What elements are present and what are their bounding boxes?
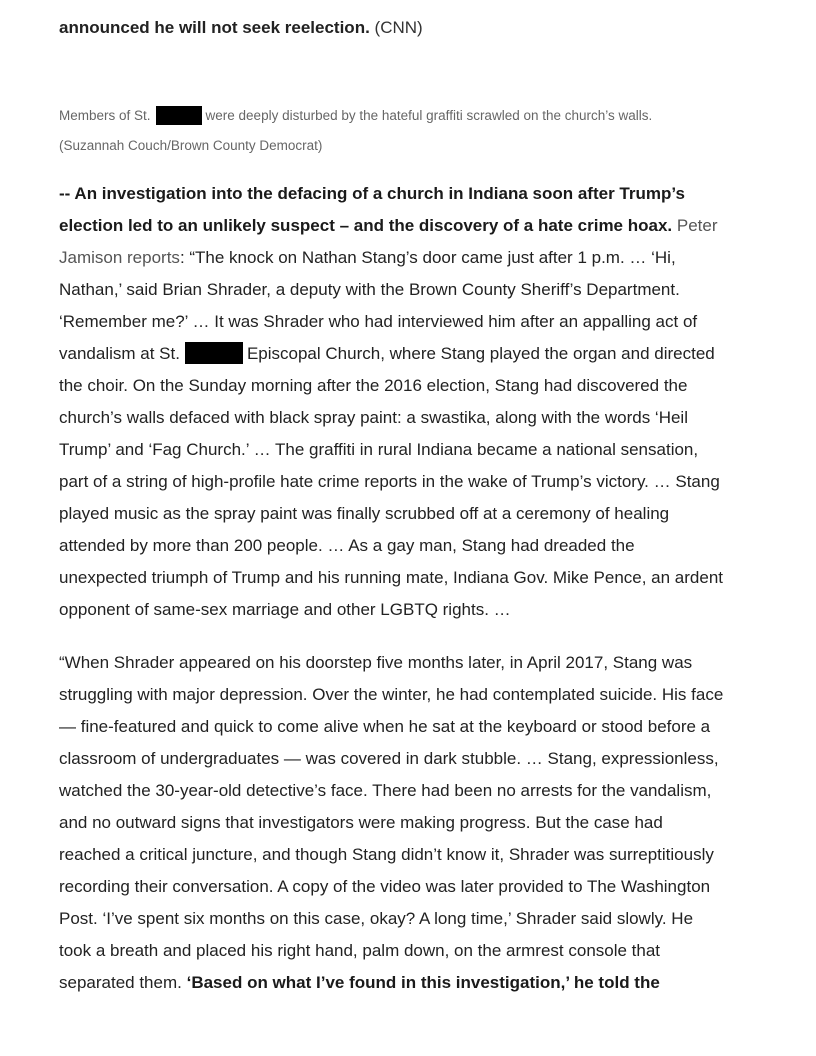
top-line-source: (CNN) — [374, 18, 423, 37]
para1-line: church’s walls defaced with black spray paint: a swastika, along with the words ‘Heil — [59, 408, 688, 427]
caption-credit: (Suzannah Couch/Brown County Democrat) — [59, 138, 323, 153]
author-link[interactable]: Peter — [676, 216, 718, 235]
para1-line: played music as the spray paint was finally scrubbed off at a ceremony of healing — [59, 504, 670, 523]
para2-line — [59, 967, 771, 999]
para2-bold-quote: ‘Based on what I’ve found in this investigation,’ he told the — [186, 973, 660, 992]
caption-line-1 — [59, 101, 771, 131]
para1-line — [59, 178, 771, 210]
para2-text: separated them. — [59, 973, 182, 992]
para1-line: Trump’ and ‘Fag Church.’ … The graffiti in rural Indiana became a national sensation, — [59, 440, 699, 459]
redaction-box — [156, 106, 202, 125]
para1-text: : “The knock on Nathan Stang’s door came just after 1 p.m. … ‘Hi, — [179, 248, 676, 267]
para1-line — [59, 242, 771, 274]
para1-line: attended by more than 200 people. … As a gay man, Stang had dreaded the — [59, 536, 635, 555]
para1-line: Nathan,’ said Brian Shrader, a deputy with the Brown County Sheriff’s Department. — [59, 280, 680, 299]
para1-line: opponent of same-sex marriage and other LGBTQ rights. … — [59, 600, 511, 619]
para2-line: classroom of undergraduates — was covered in dark stubble. … Stang, expressionless, — [59, 749, 719, 768]
para1-line: part of a string of high-profile hate crime reports in the wake of Trump’s victory. … Stang — [59, 472, 720, 491]
para1-headline-part2: election led to an unlikely suspect – and the discovery of a hate crime hoax. — [59, 216, 673, 235]
para1-line: ‘Remember me?’ … It was Shrader who had interviewed him after an appalling act of — [59, 312, 698, 331]
para2-line: and no outward signs that investigators were making progress. But the case had — [59, 813, 663, 832]
top-line-bold: announced he will not seek reelection. — [59, 18, 370, 37]
para2-line: watched the 30-year-old detective’s face. There had been no arrests for the vandalism, — [59, 781, 712, 800]
para1-line: the choir. On the Sunday morning after the 2016 election, Stang had discovered the — [59, 376, 688, 395]
para1-text: vandalism at St. — [59, 344, 180, 363]
paragraph-2 — [59, 647, 771, 999]
para2-line: — fine-featured and quick to come alive when he sat at the keyboard or stood before a — [59, 717, 711, 736]
caption-text-b: were deeply disturbed by the hateful graffiti scrawled on the church’s walls. — [205, 108, 653, 123]
para2-line: reached a critical juncture, and though Stang didn’t know it, Shrader was surreptitiously — [59, 845, 714, 864]
para2-line: Post. ‘I’ve spent six months on this case, okay? A long time,’ Shrader said slowly. He — [59, 909, 694, 928]
para2-line: struggling with major depression. Over the winter, he had contemplated suicide. His face — [59, 685, 724, 704]
para1-headline-part1: -- An investigation into the defacing of a church in Indiana soon after Trump’s — [59, 184, 685, 203]
para1-text: Episcopal Church, where Stang played the organ and directed — [246, 344, 715, 363]
top-line — [59, 16, 423, 40]
para2-line: recording their conversation. A copy of the video was later provided to The Washington — [59, 877, 711, 896]
para1-line: unexpected triumph of Trump and his running mate, Indiana Gov. Mike Pence, an ardent — [59, 568, 724, 587]
para1-line — [59, 338, 771, 370]
redaction-box — [185, 342, 243, 364]
para2-line: “When Shrader appeared on his doorstep five months later, in April 2017, Stang was — [59, 653, 693, 672]
paragraph-1 — [59, 178, 771, 626]
reports-link[interactable]: Jamison reports — [59, 248, 180, 267]
para2-line: took a breath and placed his right hand, palm down, on the armrest console that — [59, 941, 661, 960]
caption-text-a: Members of St. — [59, 108, 151, 123]
image-caption — [59, 101, 771, 161]
para1-line — [59, 210, 771, 242]
